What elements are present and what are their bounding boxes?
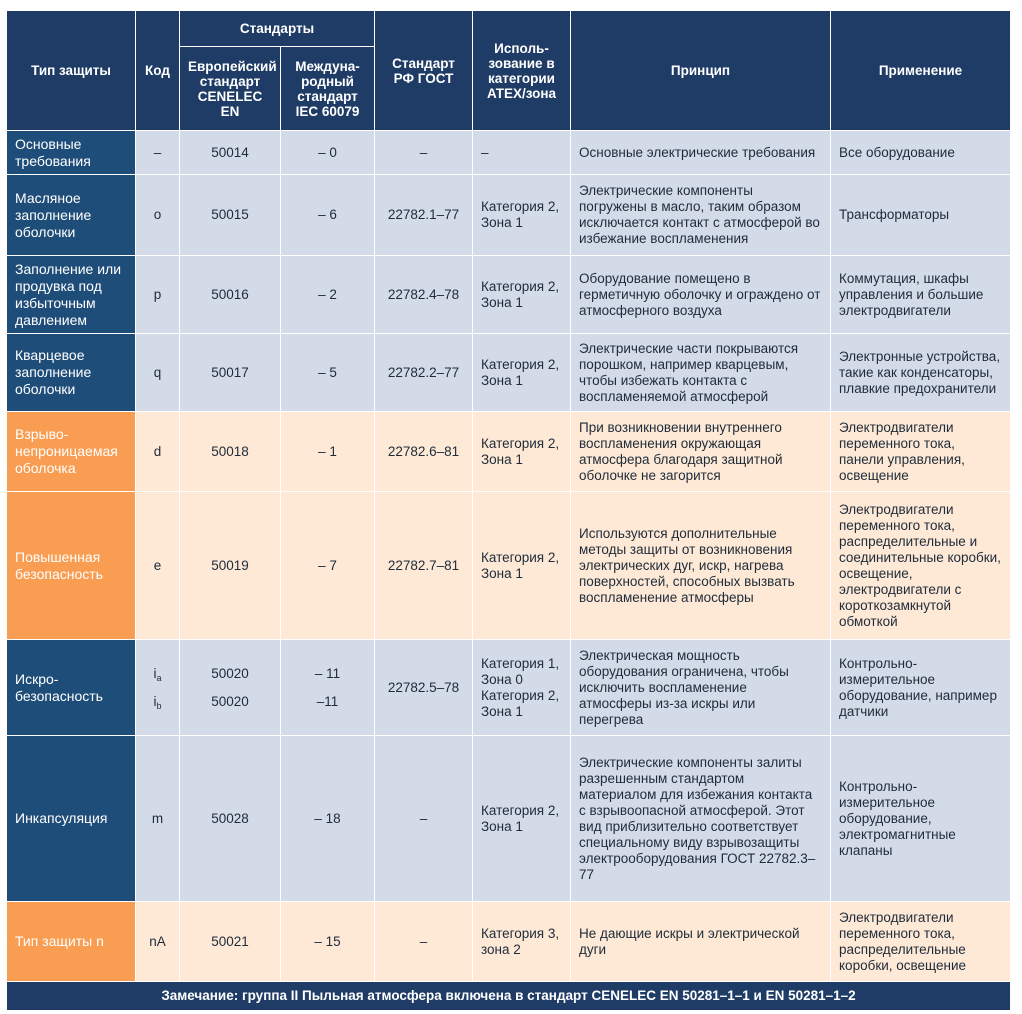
table-row: [7, 736, 1011, 902]
row-atex: Категория 2, Зона 1: [473, 256, 571, 334]
row-atex: Категория 2, Зона 1: [473, 175, 571, 256]
row-gost: 22782.2–77: [375, 334, 473, 412]
header-principle: Принцип: [571, 11, 831, 131]
row-gost: –: [375, 736, 473, 902]
row-atex: Категория 2, Зона 1: [473, 492, 571, 640]
row-application: Электродвигатели переменного тока, панели управления, освещение: [831, 412, 1011, 492]
en-a: 50020: [211, 665, 249, 681]
row-gost: 22782.4–78: [375, 256, 473, 334]
row-atex: Категория 2, Зона 1: [473, 412, 571, 492]
row-iec: – 5: [281, 334, 375, 412]
header-cenelec: Европейский стандарт CENELEC EN: [180, 47, 281, 131]
row-code: p: [136, 256, 180, 334]
row-application: Электродвигатели переменного тока, распределительные коробки, освещение: [831, 902, 1011, 982]
row-code: [136, 640, 180, 736]
row-en: 50028: [180, 736, 281, 902]
footnote: Замечание: группа II Пыльная атмосфера включена в стандарт CENELEC EN 50281–1–1 и EN 50281–1–2: [7, 982, 1011, 1011]
row-principle: Не дающие искры и электрической дуги: [571, 902, 831, 982]
table-row: [7, 492, 1011, 640]
row-application: Коммутация, шкафы управления и большие электродвигатели: [831, 256, 1011, 334]
row-en: 50014: [180, 131, 281, 175]
row-iec: – 2: [281, 256, 375, 334]
row-iec: – 18: [281, 736, 375, 902]
row-name: Заполнение или продувка под избыточным давлением: [7, 256, 136, 334]
row-gost: –: [375, 902, 473, 982]
iec-a: – 11: [314, 665, 341, 681]
row-application: Все оборудование: [831, 131, 1011, 175]
table-row: [7, 175, 1011, 256]
table-row: [7, 902, 1011, 982]
header-gost: Стандарт РФ ГОСТ: [375, 11, 473, 131]
protection-types-table: [6, 10, 1011, 1011]
row-principle: Электрические части покрываются порошком, например кварцевым, чтобы избежать контакта с воспламеняемой атмосферой: [571, 334, 831, 412]
row-name: Кварцевое заполнение оболочки: [7, 334, 136, 412]
row-atex: –: [473, 131, 571, 175]
row-application: Трансформаторы: [831, 175, 1011, 256]
header-iec: Междуна-родный стандарт IEC 60079: [281, 47, 375, 131]
row-principle: Используются дополнительные методы защиты от возникновения электрических дуг, искр, нагрева поверхностей, способных вызвать воспламенение атмосферы: [571, 492, 831, 640]
row-atex: Категория 1, Зона 0 Категория 2, Зона 1: [473, 640, 571, 736]
row-code: m: [136, 736, 180, 902]
row-application: Электронные устройства, такие как конденсаторы, плавкие предохранители: [831, 334, 1011, 412]
row-code: o: [136, 175, 180, 256]
row-en: 50015: [180, 175, 281, 256]
row-iec: – 6: [281, 175, 375, 256]
row-atex: Категория 3, зона 2: [473, 902, 571, 982]
row-name: Инкапсуляция: [7, 736, 136, 902]
row-gost: 22782.6–81: [375, 412, 473, 492]
row-principle: Электрическая мощность оборудования ограничена, чтобы исключить воспламенение атмосферы из-за искры или перегрева: [571, 640, 831, 736]
table-row: [7, 412, 1011, 492]
header-type: Тип защиты: [7, 11, 136, 131]
row-application: Контрольно-измерительное оборудование, например датчики: [831, 640, 1011, 736]
row-principle: Электрические компоненты залиты разрешенным стандартом материалом для избежания контакта с взрывоопасной атмосферой. Этот вид приблизительно соответствует специальному виду взрывозащиты электрооборудования ГОСТ 22782.3–77: [571, 736, 831, 902]
row-code: d: [136, 412, 180, 492]
row-application: Контрольно-измерительное оборудование, электромагнитные клапаны: [831, 736, 1011, 902]
row-principle: Оборудование помещено в герметичную оболочку и ограждено от атмосферного воздуха: [571, 256, 831, 334]
header-standards: Стандарты: [180, 11, 375, 47]
row-principle: Электрические компоненты погружены в масло, таким образом исключается контакт с атмосферой во избежание воспламенения: [571, 175, 831, 256]
table-row: [7, 131, 1011, 175]
row-code: e: [136, 492, 180, 640]
table-row: [7, 256, 1011, 334]
iec-b: –11: [316, 693, 339, 709]
row-gost: 22782.1–77: [375, 175, 473, 256]
row-name: Повышенная безопасность: [7, 492, 136, 640]
row-iec: – 0: [281, 131, 375, 175]
row-code: nA: [136, 902, 180, 982]
code-ia-sub: a: [156, 672, 162, 683]
row-iec: [281, 640, 375, 736]
row-principle: При возникновении внутреннего воспламенения окружающая атмосфера благодаря защитной оболочке не загорится: [571, 412, 831, 492]
footnote-row: [7, 982, 1011, 1011]
row-en: 50021: [180, 902, 281, 982]
code-ia-base: i: [153, 665, 157, 681]
header-application: Применение: [831, 11, 1011, 131]
code-ib: [144, 688, 171, 716]
table-row: [7, 334, 1011, 412]
table-row: [7, 640, 1011, 736]
row-iec: – 1: [281, 412, 375, 492]
row-principle: Основные электрические требования: [571, 131, 831, 175]
row-gost: –: [375, 131, 473, 175]
row-en: 50018: [180, 412, 281, 492]
row-name: Масляное заполнение оболочки: [7, 175, 136, 256]
protection-types-table-wrapper: [6, 10, 1010, 1011]
code-ib-base: i: [153, 693, 157, 709]
header-code: Код: [136, 11, 180, 131]
row-code: –: [136, 131, 180, 175]
row-en: 50016: [180, 256, 281, 334]
row-en: 50019: [180, 492, 281, 640]
row-name: Основные требования: [7, 131, 136, 175]
row-atex: Категория 2, Зона 1: [473, 736, 571, 902]
row-iec: – 15: [281, 902, 375, 982]
row-en: 50017: [180, 334, 281, 412]
row-code: q: [136, 334, 180, 412]
row-application: Электродвигатели переменного тока, распределительные и соединительные коробки, освещение, электродвигатели с короткозамкнутой обмоткой: [831, 492, 1011, 640]
row-name: Тип защиты n: [7, 902, 136, 982]
row-name: Взрыво-непроницаемая оболочка: [7, 412, 136, 492]
row-name: Искро-безопасность: [7, 640, 136, 736]
en-b: 50020: [211, 693, 249, 709]
row-atex: Категория 2, Зона 1: [473, 334, 571, 412]
code-ib-sub: b: [156, 700, 162, 711]
code-ia: [144, 660, 171, 688]
header-atex: Исполь-зование в категории ATEX/зона: [473, 11, 571, 131]
row-gost: 22782.7–81: [375, 492, 473, 640]
row-en: [180, 640, 281, 736]
row-gost: 22782.5–78: [375, 640, 473, 736]
row-iec: – 7: [281, 492, 375, 640]
